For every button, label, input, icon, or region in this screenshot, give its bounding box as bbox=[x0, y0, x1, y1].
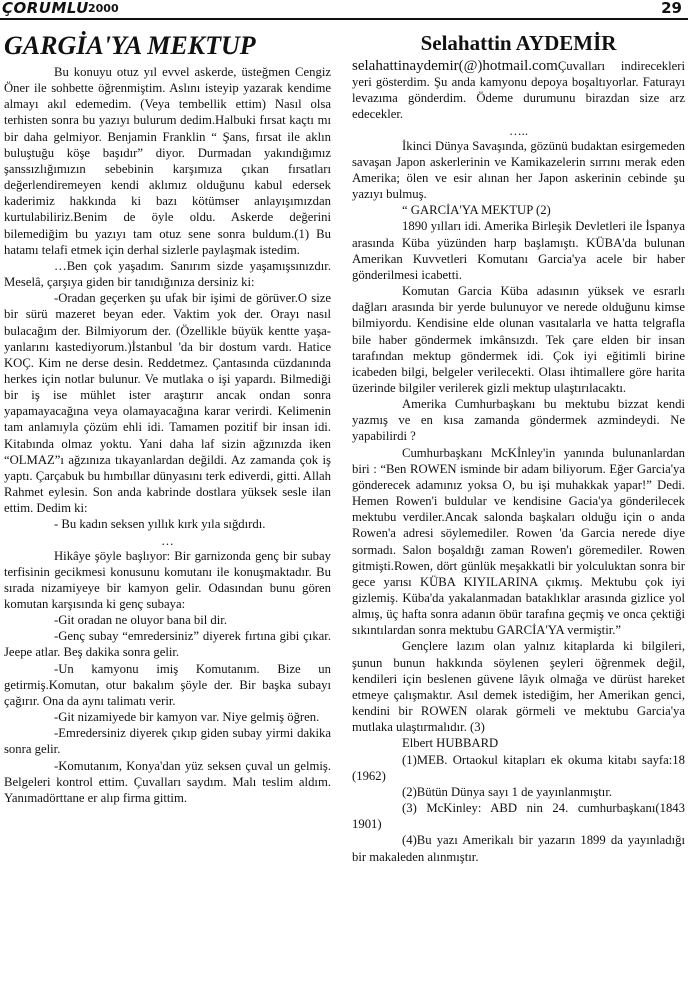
paragraph: Hikâye şöyle başlıyor: Bir garnizonda genç bir subay terfisinin gecikmesi konusunu komutanı ile konuşmaktadır. Bu sırada nizamiyeye bir kamyon gelir. Odasından bunu gören komutan karşısında ki genç subaya: bbox=[4, 548, 331, 611]
right-column-body bbox=[352, 58, 685, 865]
paragraph: -Komutanım, Konya'dan yüz seksen çuval un gelmiş. Belgeleri kontrol ettim. Çuvalları saydım. Malı teslim aldım. Yanımadörttane er alıp firma gittim. bbox=[4, 758, 331, 805]
paragraph: -Oradan geçerken şu ufak bir işimi de görüver.O size bir sürü mazeret beyan eder. Vaktim yok der. Orayı nasıl bulacağım der. Bilmiyorum der. (Özellikle büyük kentte yaşa-yanlarını kastediyorum.)İstanbul 'da bir dostum vardı. Hatice KOÇ. Kim ne derse desin. Reddetmez. Çantasında cüzdanında herkes için notlar bulunur. Ve mutlaka o işi yapardı. Bilmediği bir iş ise mühlet ister araştırır ancak ondan sonra yapamayacağına veya olamayacağına karar verirdi. Kelimenin tam anlamıyla çözüm ehli idi. Tamamen pozitif bir insan idi. Kitabında olmaz yoktu. Yani daha laf sizin ağzınızda iken “OLMAZ”ı ağzınıza tıkayanlardan değildi. Az zamanda çok iş yaptı. Çarçabuk bu hımbıllar dünyasını terk ediverdi, gitti. Allah Rahmet eylesin. Son anda kabrinde dostlara yüksek sesle ilan ettim. Dedim ki: bbox=[4, 291, 331, 516]
paragraph: …Ben çok yaşadım. Sanırım sizde yaşamışsınızdır. Meselâ, çarşıya giden bir tanıdığınıza dersiniz ki: bbox=[4, 258, 331, 290]
page-number: 29 bbox=[661, 0, 682, 17]
paragraph: “ GARCİA'YA MEKTUP (2) bbox=[402, 203, 551, 218]
paragraph: Gençlere lazım olan yalnız kitaplarda ki bilgileri, şunun bunun hakkında söylenen şeyleri öğrenmek değil, kendileri için beslenen güvene lâyık olmağa ve dürüst hareket etmeye çalışmaktır. Asıl demek istediğim, her Amerikan genci, kendini bir ROWEN olarak görmeli ve mektubu Garcia'ya mutlaka ulaştırmalıdır. (3) bbox=[352, 639, 685, 735]
section-separator: ….. bbox=[508, 123, 529, 138]
paragraph: -Genç subay “emredersiniz” diyerek fırtına gibi çıkar. Jeepe atlar. Beş dakika sonra gelir. bbox=[4, 629, 331, 660]
left-column bbox=[4, 30, 331, 994]
paragraph: (4)Bu yazı Amerikalı bir yazarın 1899 da yayınladığı bir makaleden alınmıştır. bbox=[352, 833, 685, 864]
header-rule bbox=[0, 18, 688, 20]
right-column bbox=[352, 30, 685, 994]
paragraph: -Un kamyonu imiş Komutanım. Bize un getirmiş.Komutan, otur bakalım şöyle der. Bir başka subayı çağırır. Ona da aynı talimatı verir. bbox=[4, 661, 331, 708]
paragraph: -Git oradan ne oluyor bana bil dir. bbox=[54, 613, 227, 628]
paragraph: İkinci Dünya Savaşında, gözünü budaktan esirgemeden savaşan Japon askerlerinin ve Kamikazelerin sırrını merak eden Amerika; ölen ve esir alınan her Japon askerinin cebinde şu yazıyı bulmuş. bbox=[352, 138, 685, 202]
left-column-body bbox=[4, 64, 331, 806]
article-title: GARGİA'YA MEKTUP bbox=[4, 31, 256, 60]
author-name: Selahattin AYDEMİR bbox=[420, 31, 617, 55]
author-email: selahattinaydemir(@)hotmail.com bbox=[352, 58, 558, 74]
paragraph: -Git nizamiyede bir kamyon var. Niye gelmiş öğren. bbox=[54, 710, 320, 725]
issue-year: 2000 bbox=[88, 2, 119, 15]
paragraph: (2)Bütün Dünya sayı 1 de yayınlanmıştır. bbox=[402, 784, 613, 799]
paragraph: (3) McKinley: ABD nin 24. cumhurbaşkanı(1843 1901) bbox=[352, 801, 685, 832]
paragraph: Cumhurbaşkanı McKİnley'in yanında bulunanlardan biri : “Ben ROWEN isminde bir adam biliyorum. Eğer Garcia'ya gönderecek adamınız yoksa O, bu işi muhakkak yapar!” Dedi. Hemen Rowen'i buldular ve kendisine Gacia'ya gönderilecek mektubu verdiler.Ancak salonda başkaları olduğu için o anda Rowen'a adresi söylemediler. Rowen 'da Garcia nerede diye sormadı. Salon boşaldığı zaman Rowen'ı göremediler. Rowen gitmişti.Rowen, dört günlük meşakkatli bir yolculuktan sonra bir gece yarısı KÜBA KIYILARINA çıkmış. Mektubu çok iyi gizlemiş. Küba'da yakalanmadan bataklıklar arasında gizlice yol almış, üç hafta sonra adanın öbür tarafına geçmiş ve onca çektiği sıkıntılardan sonra mektubu GARCİA'YA vermiştir.” bbox=[352, 445, 685, 638]
paragraph: Amerika Cumhurbaşkanı bu mektubu bizzat kendi yazmış ve en kısa zamanda göndermek azmindeydi. Ne yapabilirdi ? bbox=[352, 397, 685, 444]
page-header bbox=[0, 0, 688, 22]
paragraph: Elbert HUBBARD bbox=[402, 736, 499, 751]
paragraph bbox=[352, 58, 685, 123]
section-separator: … bbox=[161, 533, 174, 548]
paragraph-text: Çuvalları indirecekleri yeri gösterdim. Şu anda kamyonu depoya boşaltıyorlar. Faturayı levazıma gönderdim. Ödeme durumunu birazdan size arz edecekler. bbox=[352, 59, 685, 122]
paragraph: Komutan Garcia Küba adasının yüksek ve esrarlı dağları arasında bir yerde bulunuyor ve nerede olduğunu kimse bilmiyordu. Kendisine elde olunan vasıtalarla ve hatta telgrafla bile haber göndermek imkânsızdı. Tek çare elden bir insan tarafından mektup göndermek idi. Çok iyi eğitimli birine icabeden bilgi, belgeler verilecekti. Olası ihtimallere göre harita üzerinde bilgiler verilerek gizli mektup ulaştırılacaktı. bbox=[352, 284, 685, 395]
paragraph: Bu konuyu otuz yıl evvel askerde, üsteğmen Cengiz Öner ile sohbette öğrenmiştim. Aslını isteyip yazarak kendime almayı akıl edemedim. (Veya tembellik ettim) Nasıl olsa terhisten sonra bu yazıyı bulurum dedim.Halbuki fırsat kaçtı mı bir daha gelmiyor. Benjamin Franklin “ Şans, fırsat ile aklın buluştuğu köşe başıdır” diyor. Durmadan yakındığımız şanssızlığımızın sebebinin karşımıza çıkan fırsatları değerlendiremeyen kendi aklımız olduğunu kabul edersek kaderimiz hakkında ki bazı kötümser anlayışımızdan kurtulabiliriz.Benim de öyle oldu. Askerde değerini bilemediğim bu yazıyı tam otuz sene sonra buldum.(1) Bu hatamı telafi etmek için derhal sizlerle paylaşmak istedim. bbox=[4, 65, 331, 257]
paragraph: -Emredersiniz diyerek çıkıp giden subay yirmi dakika sonra gelir. bbox=[4, 726, 331, 757]
paragraph: (1)MEB. Ortaokul kitapları ek okuma kitabı sayfa:18 (1962) bbox=[352, 752, 685, 783]
magazine-name: ÇORUMLU bbox=[2, 0, 89, 17]
paragraph: - Bu kadın seksen yıllık kırk yıla sığdırdı. bbox=[54, 517, 266, 532]
paragraph: 1890 yılları idi. Amerika Birleşik Devletleri ile İspanya arasında Küba yüzünden harp başlamıştı. KÜBA'da bulunan Amerikan Kuvvetleri Komutanı Garcia'ya acele bir haber gönderilmesi icabetti. bbox=[352, 219, 685, 282]
